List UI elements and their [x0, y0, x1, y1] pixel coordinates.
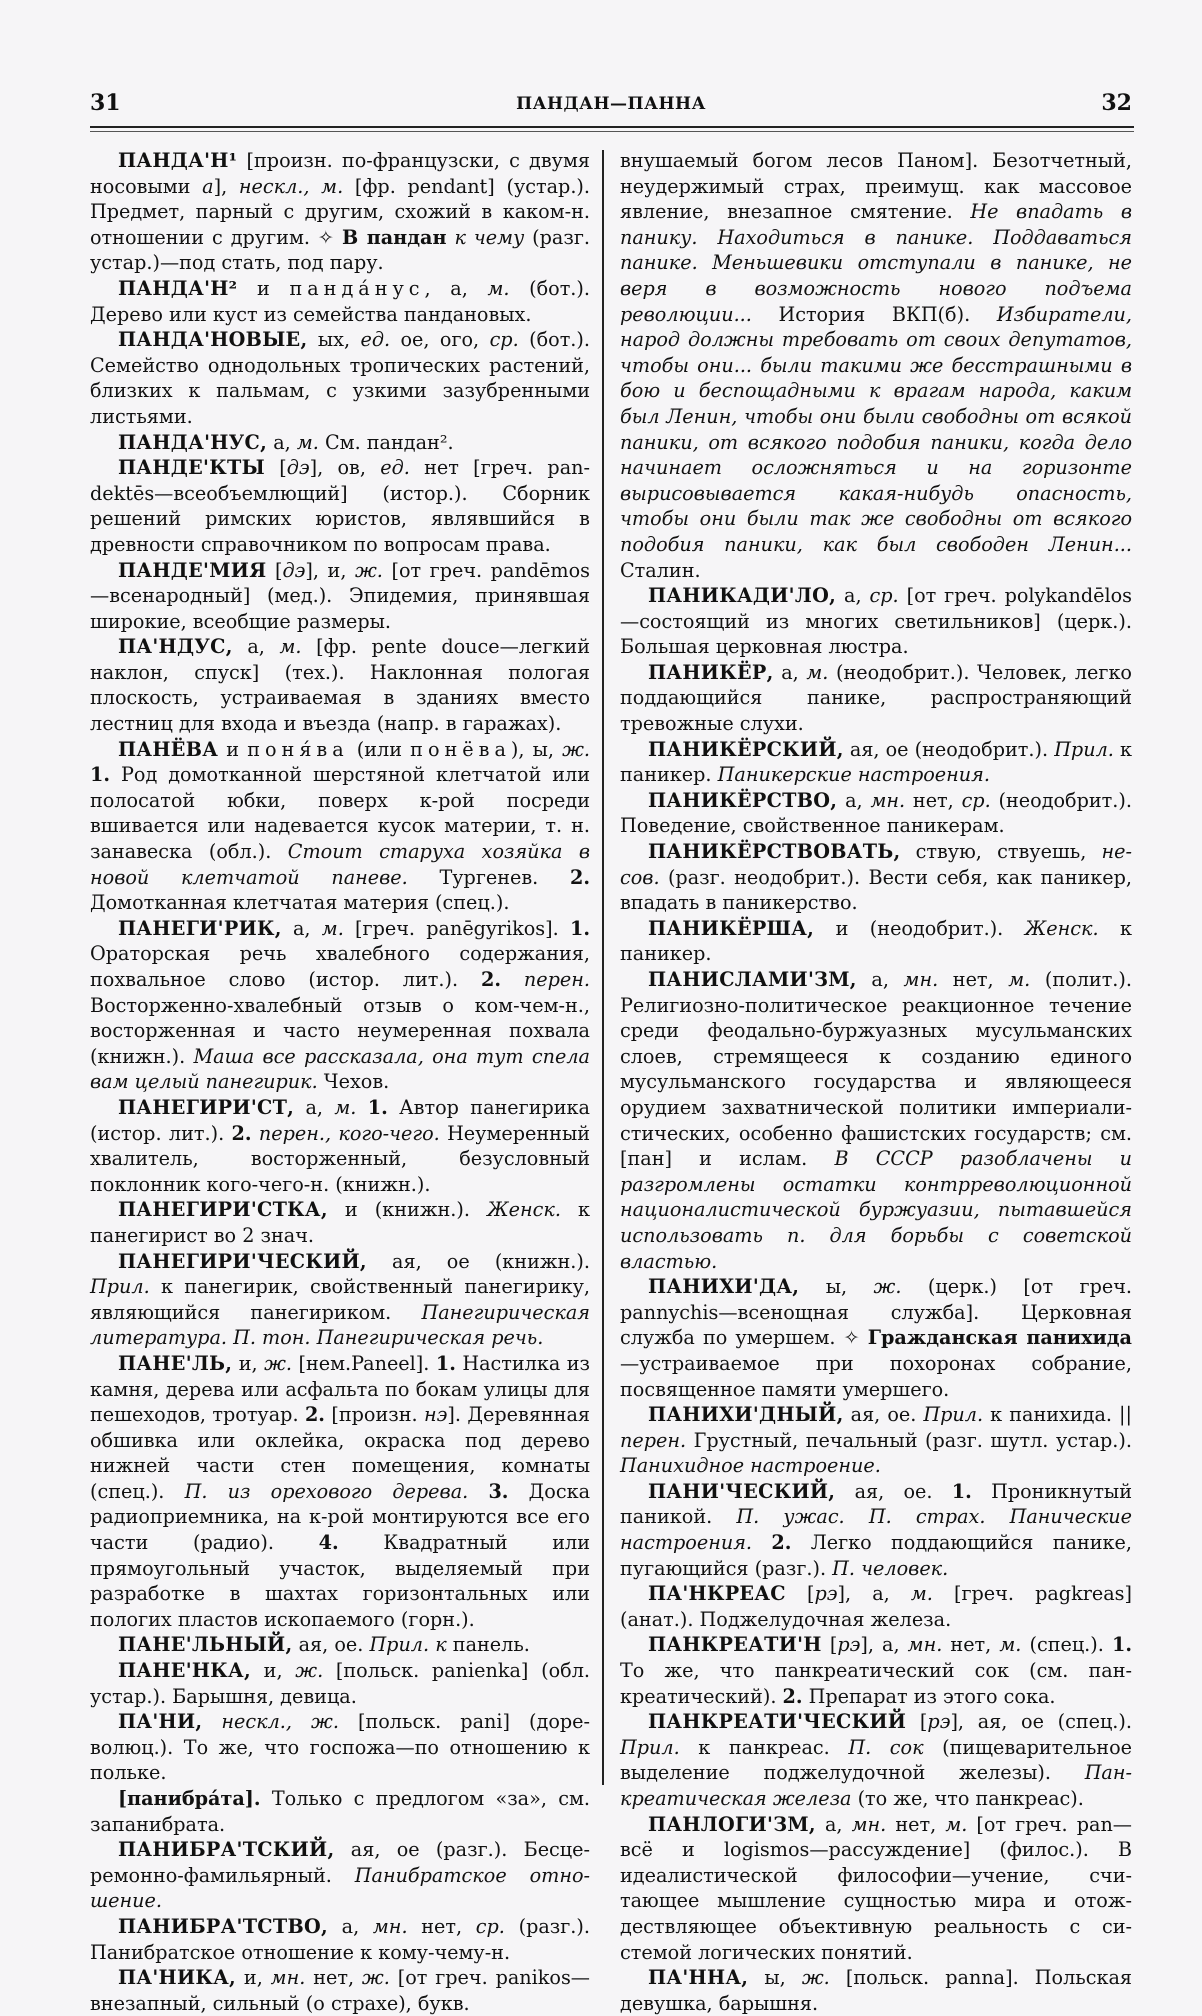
entry-text: дэ [282, 558, 306, 582]
entry-text: [польск. panna]. Польская девушка, барышня. [620, 1966, 1132, 2015]
dictionary-entry [90, 1632, 590, 1658]
entry-text: Панкреатическая железа [620, 1761, 1132, 1810]
entry-text: [ [906, 1710, 928, 1734]
entry-text: ], ов, [309, 456, 381, 480]
entry-text: к панегирик, свойственный панегирику, являющийся панегириком. [90, 1275, 590, 1324]
headword: ПАНИКЁРСТВО, [648, 788, 838, 812]
header-rule [90, 126, 1134, 128]
dictionary-entry [90, 916, 590, 1095]
entry-text: к панихида. || [983, 1403, 1132, 1427]
headword: ПАНЕГИРИ'СТ, [118, 1095, 295, 1119]
column-divider [602, 150, 604, 1785]
dictionary-entry [90, 737, 590, 916]
entry-text: и [237, 276, 290, 300]
entry-text [356, 1096, 367, 1119]
dictionary-entry [90, 1786, 590, 1837]
dictionary-entry [620, 1402, 1132, 1479]
entry-text: Препарат из этого сока. [802, 1684, 1056, 1708]
entry-text: ая, ое (неодобрит.). [843, 737, 1055, 761]
entry-text: ], ая, ое (спец.). [950, 1710, 1132, 1734]
entry-text: Доска радиоприемника, на к-рой монтируются все его части (радио). [90, 1479, 591, 1555]
entry-text: м. [910, 1582, 933, 1606]
entry-text: Маша все рассказала, она тут спела вам целый панегирик. [90, 1044, 590, 1094]
header-rule-thin [90, 131, 1134, 132]
dictionary-entry [620, 839, 1132, 916]
entry-text: ], и, [305, 558, 355, 582]
entry-text: нет, [305, 1966, 362, 1990]
headword: ПАНДЕ'КТЫ [118, 456, 265, 480]
entry-text: Панегирическая литература. П. тон. Панегирическая речь. [90, 1300, 590, 1350]
entry-text: ствую, ствуешь, [900, 840, 1102, 864]
entry-text: То же, что панкреатический сок (см. панкреатический). [620, 1659, 1132, 1708]
entry-text: [ [821, 1633, 838, 1657]
entry-text: В пандан [341, 225, 447, 249]
entry-text: 2. [569, 865, 590, 889]
entry-text: м. [334, 1095, 357, 1119]
entry-text: к чему [454, 225, 525, 249]
entry-text: Прил. [923, 1403, 984, 1427]
entry-text: Проникнутый паникой. [620, 1479, 1132, 1529]
entry-text: 1. [1111, 1633, 1132, 1657]
entry-text: 2. [771, 1531, 792, 1555]
entry-text: [фр. pendant] (устар.). Предмет, парный с другим, схожий в каком-н. отношении с другим. ✧ [90, 174, 590, 249]
entry-text: а, [232, 635, 280, 659]
entry-text: (разг. неодобрит.). Вести себя, как паникер, впадать в паникерство. [620, 865, 1132, 915]
entry-text: 2. [480, 968, 501, 991]
entry-text: Тургенев. [407, 865, 570, 889]
entry-text: 1. [951, 1479, 972, 1503]
entry-text: рэ [814, 1582, 838, 1606]
entry-text: [от греч. pan—всё и logismos—рассуждение] (филос.). В идеалистической философии—учение, считающее мышление сущностью мира и отождествляющее объективную реальность с системой логических понятий. [620, 1812, 1132, 1964]
entry-text: м. [487, 276, 510, 300]
entry-text: а, [281, 916, 322, 940]
entry-text: ж. [562, 737, 590, 761]
entry-text: ср. [489, 328, 519, 352]
entry-text: П. человек. [832, 1556, 949, 1580]
entry-text: Прил. [1054, 737, 1114, 761]
entry-text: [произн. по-французски, с двумя носовыми [90, 149, 590, 198]
dictionary-entry [90, 1351, 590, 1633]
entry-text: Чехов. [317, 1070, 390, 1094]
dictionary-entry [620, 1581, 1132, 1632]
entry-text: нескл., м. [238, 174, 344, 198]
entry-text: [от греч. polykandēlos—состоящий из многих светильников] (церк.). Большая церковная люстра. [620, 584, 1132, 659]
entry-text: П. из орехового дерева. [184, 1479, 469, 1503]
entry-text: [ [785, 1582, 815, 1606]
entry-text: (спец.). [1021, 1633, 1112, 1657]
page-number-left: 31 [90, 90, 121, 116]
entry-text: (церк.) [от греч. pannychis—всенощная служба]. Церковная служба по умершем. ✧ [620, 1275, 1132, 1350]
entry-text: перен. [523, 968, 590, 991]
entry-text: Только с предлогом «за», см. запанибрата. [90, 1787, 590, 1836]
entry-text: Восторженно-хвалебный отзыв о ком-чем-н., восторженная и часто неумеренная похвала (книжн.). [90, 993, 590, 1068]
dictionary-entry [620, 967, 1132, 1274]
entry-text: рэ [837, 1633, 861, 1657]
entry-text: перен. [620, 1428, 687, 1452]
entry-text: Ораторская речь хвалебного содержания, похвальное слово (истор. лит.). [90, 942, 590, 991]
headword: ПА'НДУС, [118, 635, 233, 659]
dictionary-entry [90, 1249, 590, 1351]
entry-text: Избиратели, народ должны требовать от своих депутатов, чтобы они... были такими же бесстрашными в бою и беспощадными к врагам народа, каким был Ленин, чтобы они были свободны от всякой паники, от всякого подобия паники, когда дело начинает осложняться и на горизонте вырисовывается какая-нибудь опасность, чтобы они были так же свободны от всякого подобия паники, как был свободен Ленин... [620, 302, 1132, 556]
headword: ПАНИКЁРСТВОВАТЬ, [648, 840, 901, 864]
entry-text: ]. Деревянная обшивка или оклейка, окраска под дерево нижней части стен помещения, комнаты (спец.). [90, 1403, 590, 1503]
entry-text: ы, [748, 1966, 802, 1990]
entry-text: (разг. устар.)—под стать, под пару. [90, 225, 590, 275]
dictionary-entry [90, 455, 590, 557]
entry-text: и [218, 737, 248, 761]
entry-text: м. [279, 635, 302, 659]
headword: ПА'НКРЕАС [648, 1582, 786, 1606]
entry-text [468, 1480, 488, 1503]
entry-text: и, [250, 1659, 296, 1683]
entry-text: а, [856, 968, 904, 991]
dictionary-entry [620, 1632, 1132, 1709]
entry-text: ], [213, 174, 239, 198]
entry-text: м. [296, 430, 319, 454]
headword: ПАНДА'НОВЫЕ, [118, 328, 308, 352]
entry-text: Стоит старуха хозяйка в новой клетчатой паневе. [90, 840, 590, 889]
entry-text: нэ [424, 1403, 448, 1427]
dictionary-entry [90, 327, 590, 429]
entry-text: нескл., ж. [221, 1710, 339, 1734]
entry-text: нет, [942, 1633, 1000, 1657]
headword: ПАНИБРА'ТСКИЙ, [118, 1838, 335, 1862]
entry-text: а, [267, 430, 297, 454]
entry-text: (то же, что панкреас). [851, 1787, 1084, 1810]
entry-text: Легко поддающийся панике, пугающийся (разг.). [620, 1531, 1132, 1580]
entry-text: и (книжн.). [327, 1198, 488, 1222]
dictionary-entry [90, 1965, 590, 2016]
headword: ПАНЛОГИ'ЗМ, [648, 1812, 816, 1836]
entry-text: Прил. к [369, 1633, 447, 1657]
headword: ПАНЁВА [118, 737, 219, 761]
entry-text: [греч. pagkreas] (анат.). Поджелудочная железа. [620, 1582, 1132, 1631]
entry-text: Женск. [1024, 916, 1099, 940]
entry-text [501, 968, 524, 991]
entry-text: [нем.Paneel]. [292, 1351, 436, 1375]
entry-text: мн. [870, 788, 906, 812]
entry-text: , а, [424, 276, 488, 300]
entry-text: и, [232, 1351, 265, 1375]
entry-text: к панкреас. [679, 1735, 849, 1759]
entry-text: Квадратный или прямоугольный участок, выделяемый при разработке в шахтах горизонтальных или пологих пластов ископаемого (горн.). [90, 1531, 591, 1631]
entry-text: ая, ое (книжн.). [366, 1249, 590, 1273]
headword: ПАНДЕ'МИЯ [118, 558, 267, 582]
entry-text: а, [815, 1812, 852, 1836]
entry-text: 2. [782, 1684, 803, 1708]
entry-text: Прил. [90, 1275, 150, 1299]
entry-text: мн. [903, 968, 939, 991]
headword: ПА'НИКА, [118, 1966, 237, 1990]
dictionary-entry [620, 660, 1132, 737]
entry-text: ж. [295, 1659, 324, 1683]
entry-text: 1. [435, 1351, 456, 1375]
entry-text: П. сок [848, 1735, 924, 1759]
entry-text: а, [837, 788, 871, 812]
entry-text: рэ [927, 1710, 951, 1734]
entry-text: и, [236, 1966, 271, 1990]
entry-text: к паникер. [620, 737, 1132, 787]
entry-text: (разг.). Панибратское отношение к кому-чему-н. [90, 1914, 590, 1964]
entry-text: История ВКП(б). [751, 302, 997, 326]
dictionary-entry [90, 1658, 590, 1709]
entry-text: ых, [307, 328, 361, 352]
dictionary-entry [620, 583, 1132, 660]
entry-text: [ [264, 456, 287, 480]
entry-text: несов. [620, 840, 1132, 889]
entry-text: См. пандан². [318, 430, 454, 454]
entry-text: 1. [90, 763, 111, 787]
entry-text: Сталин. [620, 558, 701, 582]
entry-text: мн. [907, 1633, 943, 1657]
headword: ПАНДА'Н² [118, 276, 238, 300]
headword: ПАНКРЕАТИ'ЧЕСКИЙ [648, 1710, 907, 1734]
entry-text [752, 1531, 771, 1554]
entry-text: [польск. pani] (дореволюц.). То же, что госпожа—по отношению к польке. [90, 1710, 591, 1785]
entry-text [252, 1122, 259, 1145]
entry-text: панель. [446, 1633, 530, 1657]
entry-text: (неодобрит.). Поведение, свойственное паникерам. [620, 788, 1132, 838]
dictionary-entry [620, 737, 1132, 788]
entry-text: мн. [851, 1812, 887, 1836]
page-header [90, 90, 1132, 120]
headword: ПАНИХИ'ДНЫЙ, [648, 1403, 844, 1427]
entry-text: нет, [905, 788, 962, 812]
entry-text: 3. [488, 1479, 509, 1503]
entry-text: ср. [869, 584, 899, 608]
dictionary-entry [90, 1709, 590, 1786]
entry-text: нет, [886, 1812, 946, 1836]
entry-text: (пищеварительное выделение поджелудочной железы). [620, 1735, 1132, 1785]
entry-continuation [620, 148, 1132, 583]
entry-text: 1. [367, 1095, 388, 1119]
entry-text: а, [836, 584, 870, 608]
headword: ПАНКРЕАТИ'Н [648, 1633, 822, 1657]
entry-text: ], а, [837, 1582, 911, 1606]
entry-text: а, [294, 1095, 335, 1119]
headword: ПАНИКЁРСКИЙ, [648, 737, 844, 761]
entry-text: нет, [407, 1914, 476, 1938]
headword: ПАНИСЛАМИ'ЗМ, [648, 968, 857, 991]
headword: ПАНИКАДИ'ЛО, [648, 584, 837, 608]
entry-text: ая, ое. [835, 1479, 952, 1503]
entry-text: ж. [361, 1966, 390, 1990]
dictionary-entry [90, 1095, 590, 1197]
entry-text: мн. [270, 1966, 306, 1990]
entry-text: Прил. [620, 1735, 680, 1759]
entry-text: м. [1008, 968, 1031, 991]
entry-text: ср. [475, 1914, 505, 1938]
entry-text: ср. [961, 788, 991, 812]
dictionary-entry [620, 1812, 1132, 1966]
entry-text: Домотканная клетчатая материя (спец.). [90, 891, 510, 915]
entry-text: нет [греч. pandektēs—всеобъемлющий] (истор.). Сборник решений римских юристов, являвшийся в древности справочником по вопросам права. [90, 456, 590, 556]
entry-text: нет, [938, 968, 1009, 991]
entry-text: Панибратское отношение. [90, 1863, 590, 1913]
entry-text: а [202, 174, 214, 198]
entry-text: ая, ое. [843, 1403, 924, 1427]
entry-text: Панихидное настроение. [620, 1454, 881, 1478]
dictionary-entry [90, 276, 590, 327]
entry-text: дэ [286, 456, 310, 480]
dictionary-entry [620, 1709, 1132, 1811]
entry-text: ая, ое. [292, 1633, 370, 1657]
entry-text: 2. [304, 1403, 325, 1427]
entry-text: Паникерские настроения. [717, 763, 990, 787]
dictionary-entry [620, 1479, 1132, 1581]
headword: ПАНИКЁРША, [648, 916, 815, 940]
entry-text: ж. [801, 1966, 830, 1990]
entry-text: [произн. [324, 1403, 424, 1427]
entry-text: ое, ого, [390, 328, 490, 352]
entry-text: а, [327, 1914, 373, 1938]
entry-text: Грустный, печальный (разг. шутл. устар.). [686, 1428, 1132, 1452]
headword: ПАНЕГИРИ'СТКА, [118, 1198, 328, 1222]
entry-text: 2. [231, 1121, 252, 1145]
entry-text: ж. [354, 558, 383, 582]
entry-text: ж. [873, 1275, 902, 1299]
headword: ПАНИ'ЧЕСКИЙ, [648, 1479, 836, 1503]
entry-text: к панегирист во 2 знач. [90, 1198, 591, 1247]
entry-text: —устраиваемое при похоронах собрание, посвященное памяти умершего. [620, 1351, 1132, 1401]
headword: ПА'ННА, [648, 1966, 749, 1990]
entry-text: м. [999, 1633, 1022, 1657]
headword: ПАНЕ'ЛЬНЫЙ, [118, 1633, 293, 1657]
headword: ПАНДА'НУС, [118, 430, 268, 454]
dictionary-entry [620, 788, 1132, 839]
entry-text: м. [321, 916, 344, 940]
entry-text: мн. [372, 1914, 408, 1938]
headword: ПАНИХИ'ДА, [648, 1275, 800, 1299]
entry-text: [панибра́та]. [118, 1787, 261, 1810]
page-number-right: 32 [1101, 90, 1132, 116]
dictionary-entry [90, 558, 590, 635]
headword: ПАНЕГИ'РИК, [118, 916, 282, 940]
entry-text: [от греч. pandēmos—всенародный] (мед.). Эпидемия, принявшая широкие, всеобщие размеры. [90, 558, 590, 633]
entry-text: ], а, [860, 1633, 908, 1657]
dictionary-entry [620, 916, 1132, 967]
entry-text: ед. [380, 456, 410, 480]
dictionary-entry [620, 1965, 1132, 2016]
left-column [90, 148, 590, 2016]
entry-text: Род домотканной шерстяной клетчатой или полосатой юбки, поверх к-рой посреди вшивается или надевается кусок материи, т. н. занавеска (обл.). [90, 763, 590, 864]
entry-text: ы, [799, 1275, 874, 1299]
headword: ПА'НИ, [118, 1710, 203, 1734]
entry-text: ), ы, [510, 737, 563, 761]
entry-text: перен., кого-чего. [258, 1121, 440, 1145]
headword: ПАНДА'Н¹ [118, 149, 238, 172]
dictionary-entry [90, 1197, 590, 1248]
entry-text: (бот.). Семейство однодольных тропических растений, близких к пальмам, с узкими зазубренными листьями. [90, 328, 590, 428]
entry-text: ая, ое (разг.). Бесцеремонно-фамильярный. [90, 1838, 590, 1887]
entry-text: 1. [569, 916, 590, 940]
entry-text: [ [266, 558, 283, 582]
entry-text: [польск. panienka] (обл. устар.). Барышня, девица. [90, 1659, 590, 1708]
entry-text: 4. [318, 1531, 339, 1555]
dictionary-entry [90, 148, 590, 276]
entry-text: (неодобрит.). Человек, легко поддающийся панике, распространяющий тревожные слухи. [620, 660, 1132, 736]
running-head: ПАНДАН—ПАННА [516, 94, 706, 114]
entry-text: (полит.). Религиозно-политическое реакционное течение среди феодально-буржуазных мусульманских слоев, стремящееся к созданию единого мусульманского государства и являющееся орудием захватнической политики империалистических, особенно фашистских государств; см. [пан] и ислам. [620, 968, 1132, 1171]
headword: ПАНИКЁР, [648, 660, 774, 684]
entry-text: внушаемый богом лесов Паном]. Безотчетный, неудержимый страх, преимущ. как массовое явление, внезапное смятение. [620, 149, 1132, 224]
entry-text: Настилка из камня, дерева или асфальта по бокам улицы для пешеходов, тротуар. [90, 1351, 590, 1427]
dictionary-entry [90, 1837, 590, 1914]
headword: ПАНЕ'НКА, [118, 1659, 251, 1683]
right-column [620, 148, 1132, 2016]
entry-text: [от греч. panikos—внезапный, сильный (о страхе), букв. [90, 1966, 590, 2015]
dictionary-entry [90, 1914, 590, 1965]
headword: ПАНИБРА'ТСТВО, [118, 1914, 328, 1938]
dictionary-entry [90, 634, 590, 736]
entry-text: Не впадать в панику. Находиться в панике. Поддаваться панике. Меньшевики отступали в панике, не веря в возможность нового подъема революции... [620, 200, 1132, 326]
entry-text: м. [945, 1812, 968, 1836]
entry-text: Женск. [487, 1198, 561, 1222]
entry-text: к паникер. [620, 916, 1133, 966]
entry-text: [фр. pente douce—легкий наклон, спуск] (тех.). Наклонная пологая плоскость, устраиваемая в зданиях вместо лестниц для входа и въезда (напр. в гаражах). [90, 635, 590, 736]
entry-text: поня́ва [247, 737, 349, 761]
entry-text: (бот.). Дерево или куст из семейства пандановых. [90, 276, 590, 326]
entry-text: ж. [264, 1351, 292, 1375]
entry-text: понёва [410, 737, 511, 761]
entry-text: ед. [360, 328, 391, 352]
entry-text: (или [348, 737, 411, 761]
entry-text: В СССР разоблачены и разгромлены остатки контрреволюционной националистической буржуазии, пытавшейся использовать п. для борьбы с советской властью. [620, 1147, 1133, 1273]
entry-text: П. ужас. П. страх. Панические настроения. [620, 1505, 1132, 1555]
dictionary-entry [90, 430, 590, 456]
entry-text: Гражданская панихида [867, 1326, 1132, 1350]
entry-text: [греч. panēgyrikos]. [343, 916, 570, 940]
dictionary-entry [620, 1274, 1132, 1402]
entry-text: м. [806, 660, 829, 684]
entry-text: Неумеренный хвалитель, восторженный, безусловный поклонник кого-чего-н. (книжн.). [90, 1121, 591, 1196]
entry-text: а, [773, 660, 807, 684]
headword: ПАНЕГИРИ'ЧЕСКИЙ, [118, 1249, 367, 1273]
entry-text: Автор панегирика (истор. лит.). [90, 1095, 590, 1145]
entry-text: и (неодобрит.). [814, 916, 1025, 940]
entry-text: панда́нус [289, 276, 425, 300]
entry-text [202, 1710, 221, 1733]
headword: ПАНЕ'ЛЬ, [118, 1351, 233, 1375]
